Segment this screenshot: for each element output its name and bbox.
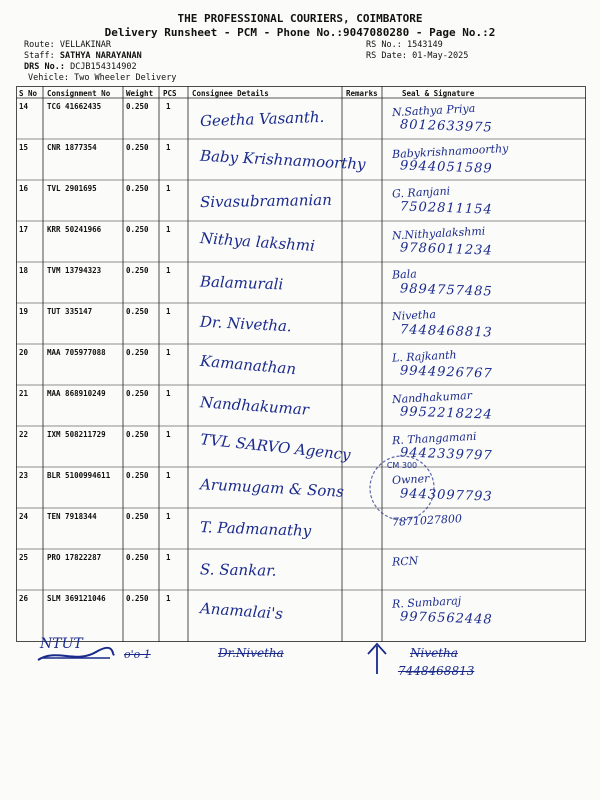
row-consignment-no: CNR 1877354 (47, 143, 97, 152)
row-sno: 17 (19, 225, 29, 234)
row-signature-phone: 9786011234 (399, 240, 493, 259)
rs-date-line: RS Date: 01-May-2025 (366, 51, 469, 61)
courier-stamp (366, 452, 438, 524)
row-signature-name: Nivetha (391, 307, 437, 324)
row-consignee-handwriting: Dr. Nivetha. (199, 312, 293, 336)
row-consignment-no: TVL 2901695 (47, 184, 97, 193)
row-consignee-handwriting: Geetha Vasanth. (199, 107, 325, 131)
row-weight: 0.250 (126, 184, 149, 193)
row-signature-name: R. Sumbaraj (391, 594, 462, 611)
row-pcs: 1 (166, 553, 171, 562)
row-consignee-handwriting: S. Sankar. (199, 560, 277, 580)
col-header-signature: Seal & Signature (402, 89, 475, 98)
row-signature-name: Babykrishnamoorthy (391, 141, 509, 162)
row-sno: 22 (19, 430, 29, 439)
row-pcs: 1 (166, 102, 171, 111)
row-signature-name: 7871027800 (391, 512, 463, 529)
row-consignee-handwriting: Nandhakumar (199, 393, 310, 419)
row-sno: 19 (19, 307, 29, 316)
row-weight: 0.250 (126, 594, 149, 603)
row-signature-name: G. Ranjani (391, 184, 451, 201)
row-signature-phone: 9944051589 (399, 158, 493, 177)
row-consignee-handwriting: Anamalai's (199, 599, 284, 623)
row-pcs: 1 (166, 471, 171, 480)
company-title: THE PROFESSIONAL COURIERS, COIMBATORE (177, 12, 423, 25)
row-consignee-handwriting: Kamanathan (199, 351, 297, 379)
row-consignee-handwriting: Arumugam & Sons (199, 475, 345, 501)
row-signature-name: Bala (391, 267, 418, 282)
row-consignment-no: TVM 13794323 (47, 266, 102, 275)
row-signature-name: N.Sathya Priya (391, 101, 476, 120)
row-signature-phone: 9894757485 (399, 281, 493, 300)
rs-no-value: 1543149 (406, 40, 443, 50)
row-consignment-no: KRR 50241966 (47, 225, 102, 234)
row-pcs: 1 (166, 307, 171, 316)
vehicle-line: Vehicle: Two Wheeler Delivery (28, 73, 177, 83)
col-header-pcs: PCS (163, 89, 177, 98)
runsheet-table (16, 86, 586, 642)
row-pcs: 1 (166, 266, 171, 275)
row-signature-name: Owner (391, 472, 430, 487)
runsheet-subtitle: Delivery Runsheet - PCM - Phone No.:9047080280 - Page No.:2 (104, 26, 496, 39)
row-weight: 0.250 (126, 307, 149, 316)
row-weight: 0.250 (126, 102, 149, 111)
col-header-sno: S No (19, 89, 38, 98)
row-pcs: 1 (166, 348, 171, 357)
row-sno: 20 (19, 348, 29, 357)
row-consignment-no: PRO 17822287 (47, 553, 102, 562)
col-header-consignee: Consignee Details (192, 89, 269, 98)
row-weight: 0.250 (126, 512, 149, 521)
vehicle-value: Two Wheeler Delivery (74, 73, 177, 83)
row-consignment-no: TUT 335147 (47, 307, 93, 316)
row-signature-phone: 9443097793 (399, 486, 493, 505)
row-consignment-no: TEN 7918344 (47, 512, 97, 521)
row-signature-name: L. Rajkanth (391, 348, 457, 365)
row-signature-phone: 9976562448 (399, 609, 493, 628)
route-value: VELLAKINAR (59, 40, 112, 50)
row-signature-phone: 9952218224 (399, 404, 493, 423)
row-weight: 0.250 (126, 266, 149, 275)
row-signature-phone: 9442339797 (399, 445, 493, 464)
row-pcs: 1 (166, 225, 171, 234)
row-signature-phone: 7448468813 (399, 322, 493, 341)
row-signature-phone: 9944926767 (399, 363, 493, 382)
row-sno: 23 (19, 471, 29, 480)
row-pcs: 1 (166, 594, 171, 603)
row-weight: 0.250 (126, 348, 149, 357)
row-signature-phone: 8012633975 (399, 117, 493, 136)
footer-right-note: Nivetha (410, 646, 458, 660)
row-weight: 0.250 (126, 225, 149, 234)
row-sno: 24 (19, 512, 29, 521)
strike-scribble-left (36, 640, 116, 668)
drs-value: DCJB154314902 (70, 62, 137, 72)
row-weight: 0.250 (126, 143, 149, 152)
staff-line: Staff: SATHYA NARAYANAN (24, 51, 142, 61)
row-consignee-handwriting: TVL SARVO Agency (199, 430, 352, 464)
row-weight: 0.250 (126, 471, 149, 480)
col-header-consignment: Consignment No (47, 89, 111, 98)
col-header-weight: Weight (126, 89, 154, 98)
footer-left-note: o'o 1 (124, 648, 151, 661)
row-sno: 14 (19, 102, 29, 111)
footer-right-phone: 7448468813 (398, 664, 475, 678)
row-signature-name: N.Nithyalakshmi (391, 224, 486, 243)
route-line: Route: VELLAKINAR (24, 40, 112, 50)
row-pcs: 1 (166, 430, 171, 439)
row-consignee-handwriting: Balamurali (199, 272, 284, 294)
row-sno: 18 (19, 266, 29, 275)
row-signature-name: Nandhakumar (391, 388, 473, 407)
row-sno: 21 (19, 389, 29, 398)
footer-scribble-left: NTUT (40, 636, 83, 652)
row-consignment-no: SLM 369121046 (47, 594, 106, 603)
row-consignment-no: MAA 705977088 (47, 348, 106, 357)
rs-date-value: 01-May-2025 (412, 51, 469, 61)
row-consignment-no: MAA 868910249 (47, 389, 106, 398)
row-signature-name: RCN (391, 554, 419, 569)
row-pcs: 1 (166, 512, 171, 521)
row-pcs: 1 (166, 389, 171, 398)
row-weight: 0.250 (126, 430, 149, 439)
rs-no-line: RS No.: 1543149 (366, 40, 443, 50)
staff-value: SATHYA NARAYANAN (59, 51, 142, 61)
row-signature-phone: 7502811154 (399, 199, 493, 218)
row-sno: 16 (19, 184, 29, 193)
row-consignment-no: IXM 508211729 (47, 430, 106, 439)
row-consignee-handwriting: Sivasubramanian (199, 190, 332, 212)
row-weight: 0.250 (126, 553, 149, 562)
footer-mid-note: Dr.Nivetha (218, 646, 284, 660)
row-sno: 26 (19, 594, 29, 603)
row-signature-name: R. Thangamani (391, 429, 477, 448)
row-sno: 25 (19, 553, 29, 562)
arrow-mark (362, 640, 392, 676)
col-header-remarks: Remarks (346, 89, 378, 98)
row-consignment-no: BLR 5100994611 (47, 471, 111, 480)
row-consignee-handwriting: T. Padmanathy (199, 518, 312, 540)
row-weight: 0.250 (126, 389, 149, 398)
row-pcs: 1 (166, 143, 171, 152)
row-consignee-handwriting: Nithya lakshmi (199, 229, 316, 255)
row-pcs: 1 (166, 184, 171, 193)
drs-line: DRS No.: DCJB154314902 (24, 62, 137, 72)
row-sno: 15 (19, 143, 29, 152)
row-consignment-no: TCG 41662435 (47, 102, 102, 111)
stamp-text: CM 300 (386, 461, 418, 470)
row-consignee-handwriting: Baby Krishnamoorthy (199, 146, 366, 174)
